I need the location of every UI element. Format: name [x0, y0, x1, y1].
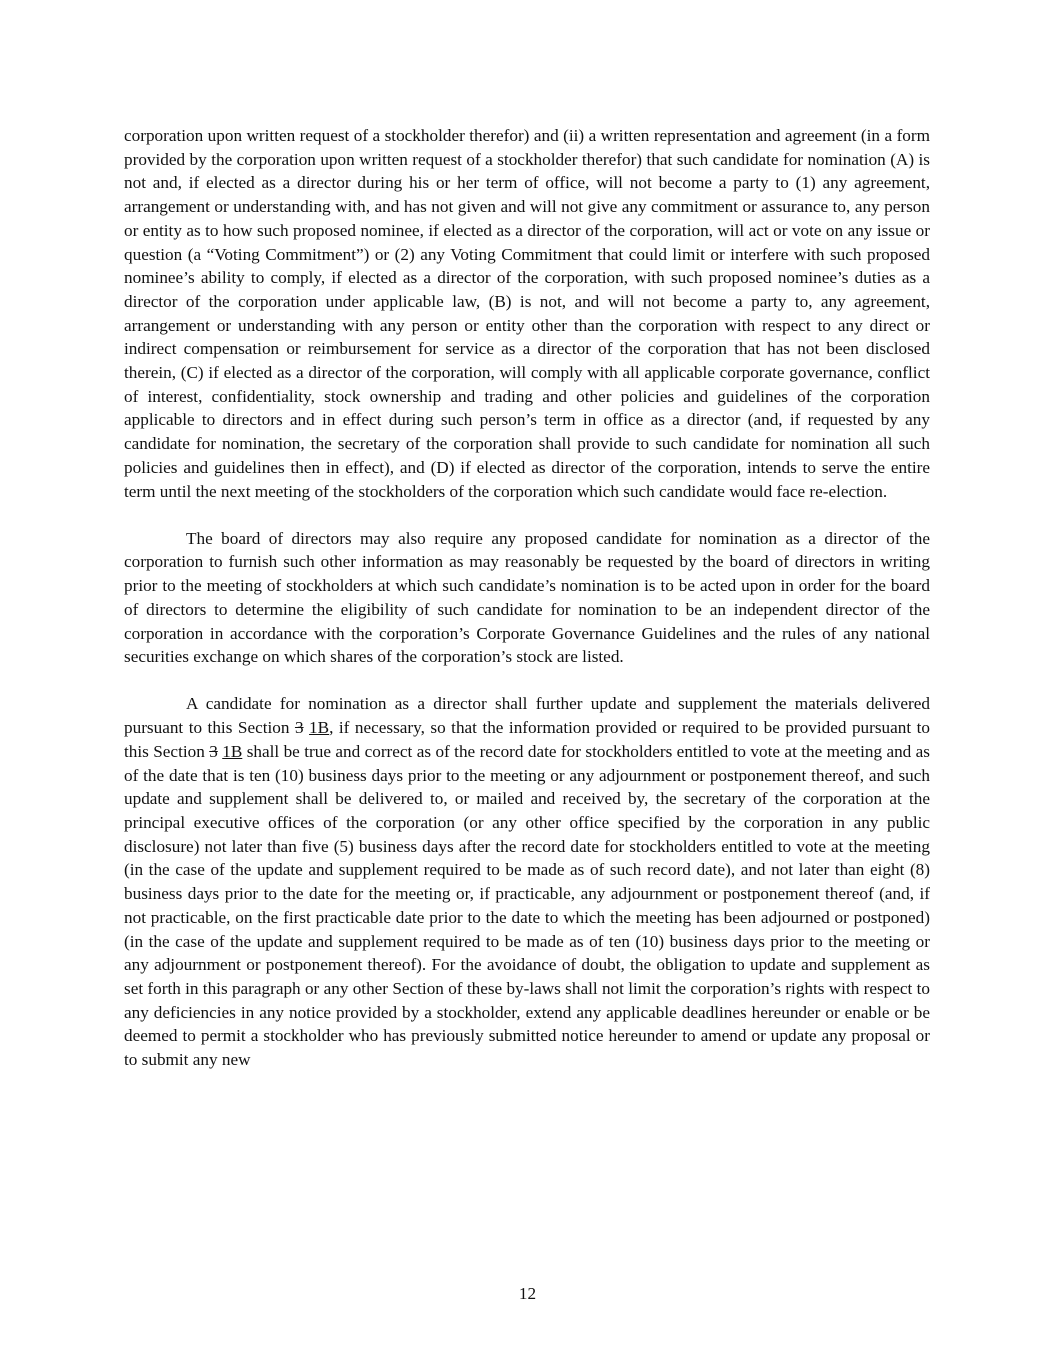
deleted-section-number: 3 [294, 718, 304, 738]
paragraph-text-part-2: , if necessary, so that the information provided or required to be provided pursuant to this Section [124, 718, 930, 761]
paragraph-text-part-3: shall be true and correct as of the record date for stockholders entitled to vote at the meeting and as of the date that is ten (10) business days prior to the meeting or any adjournment or postponement thereof, and such update and supplement shall be delivered to, or mailed and received by, the secretary of the corporation at the principal executive offices of the corporation (or any other office specified by the corporation in any public disclosure) not later than five (5) business days after the record date for stockholders entitled to vote at the meeting (in the case of the update and supplement required to be made as of such record date), and not later than eight (8) business days prior to the date for the meeting or, if practicable, any adjournment or postponement thereof (and, if not practicable, on the first practicable date prior to the date to which the meeting has been adjourned or postponed) (in the case of the update and supplement required to be made as of ten (10) business days prior to the meeting or any adjournment or postponement thereof). For the avoidance of doubt, the obligation to update and supplement as set forth in this paragraph or any other Section of these by-laws shall not limit the corporation’s rights with respect to any deficiencies in any notice provided by a stockholder, extend any applicable deadlines hereunder or enable or be deemed to permit a stockholder who has previously submitted notice hereunder to amend or update any proposal or to submit any new [124, 741, 930, 1070]
paragraph-update-supplement [124, 692, 930, 1071]
paragraph-board-requirements: The board of directors may also require any proposed candidate for nomination as a director of the corporation to furnish such other information as may reasonably be requested by the board of directors in writing prior to the meeting of stockholders at which such candidate’s nomination is to be acted upon in order for the board of directors to determine the eligibility of such candidate for nomination to be an independent director of the corporation in accordance with the corporation’s Corporate Governance Guidelines and the rules of any national securities exchange on which shares of the corporation’s stock are listed. [124, 528, 930, 667]
paragraph-text-part-1: A candidate for nomination as a director shall further update and supplement the materials delivered pursuant to this Section [124, 694, 930, 738]
deleted-section-number: 3 [209, 741, 218, 761]
inserted-section-number: 1B [222, 741, 243, 761]
document-page [124, 124, 930, 1072]
paragraph-continuation: corporation upon written request of a stockholder therefor) and (ii) a written representation and agreement (in a form provided by the corporation upon written request of a stockholder therefor) that such candidate for nomination (A) is not and, if elected as a director during his or her term of office, will not become a party to (1) any agreement, arrangement or understanding with, and has not given and will not give any commitment or assurance to, any person or entity as to how such proposed nominee, if elected as a director of the corporation, will act or vote on any issue or question (a “Voting Commitment”) or (2) any Voting Commitment that could limit or interfere with such proposed nominee’s ability to comply, if elected as a director of the corporation, with such proposed nominee’s duties as a director of the corporation under applicable law, (B) is not, and will not become a party to, any agreement, arrangement or understanding with any person or entity other than the corporation with respect to any direct or indirect compensation or reimbursement for service as a director of the corporation that has not been disclosed therein, (C) if elected as a director of the corporation, will comply with all applicable corporate governance, conflict of interest, confidentiality, stock ownership and trading and other policies and guidelines of the corporation applicable to directors and in effect during such person’s term in office as a director (and, if requested by any candidate for nomination, the secretary of the corporation shall provide to such candidate for nomination all such policies and guidelines then in effect), and (D) if elected as director of the corporation, intends to serve the entire term until the next meeting of the stockholders of the corporation which such candidate would face re-election. [124, 126, 930, 501]
page-number: 12 [518, 1284, 537, 1303]
inserted-section-number: 1B [309, 718, 330, 738]
